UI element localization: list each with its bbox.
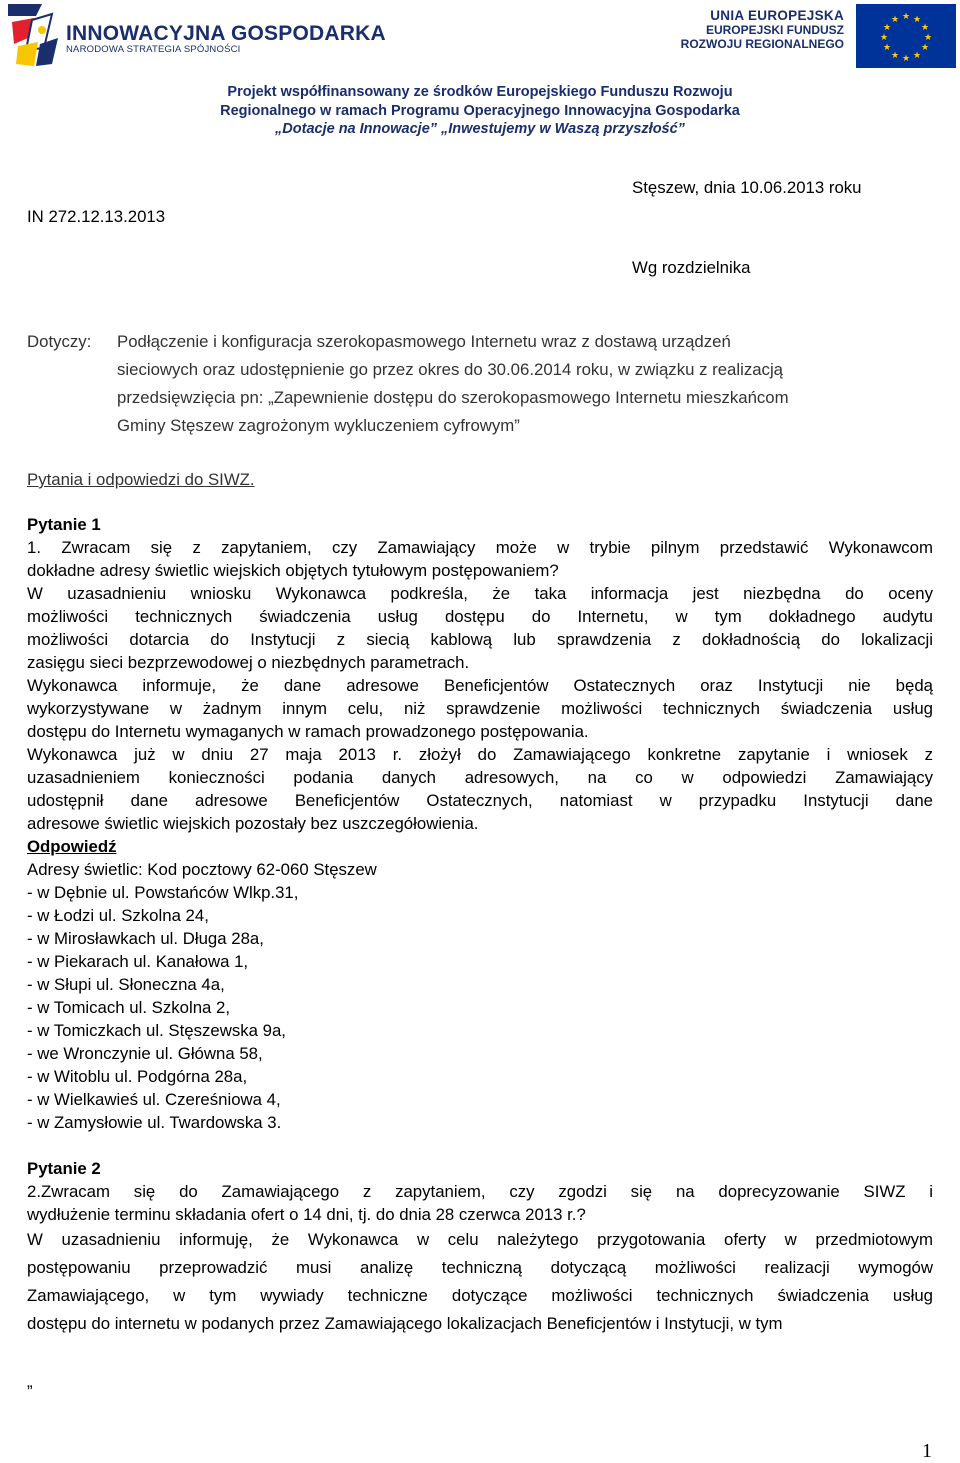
ue-line-3: ROZWOJU REGIONALNEGO <box>680 37 844 51</box>
svg-text:★: ★ <box>901 12 911 22</box>
address-item: - we Wronczynie ul. Główna 58, <box>27 1044 263 1063</box>
question-1-line: adresowe świetlic wiejskich pozostały bez uszczegółowienia. <box>27 814 479 833</box>
answer-1-title: Odpowiedź <box>27 837 117 856</box>
cofinancing-line-2: Regionalnego w ramach Programu Operacyjnego Innowacyjna Gospodarka <box>220 102 740 119</box>
svg-text:★: ★ <box>920 43 930 53</box>
ue-line-1: UNIA EUROPEJSKA <box>710 8 844 23</box>
question-1-line: możliwości technicznych świadczenia usług dostępu do Internetu, w tym dokładnego audytu <box>27 607 933 626</box>
address-item: - w Piekarach ul. Kanałowa 1, <box>27 952 249 971</box>
svg-text:★: ★ <box>890 15 900 25</box>
reference-number: IN 272.12.13.2013 <box>27 207 166 226</box>
address-item: - w Słupi ul. Słoneczna 4a, <box>27 975 225 994</box>
qa-title: Pytania i odpowiedzi do SIWZ. <box>27 470 255 489</box>
eu-flag-icon <box>856 4 956 68</box>
recipient: Wg rozdzielnika <box>632 258 751 277</box>
question-1-line: dostępu do Internetu wymaganych w ramach prowadzonego postępowania. <box>27 722 589 741</box>
cofinancing-line-3: „Dotacje na Innowacje” „Inwestujemy w Waszą przyszłość” <box>275 121 685 137</box>
answer-1-intro: Adresy świetlic: Kod pocztowy 62-060 Stęszew <box>27 860 377 879</box>
address-item: - w Wielkawieś ul. Czereśniowa 4, <box>27 1090 281 1109</box>
subject-line: przedsięwzięcia pn: „Zapewnienie dostępu do szerokopasmowego Internetu mieszkańcom <box>117 388 789 407</box>
question-2-justification-line: postępowaniu przeprowadzić musi analizę techniczną dotyczącą możliwości realizacji wymogów <box>27 1258 933 1277</box>
question-2-line: 2.Zwracam się do Zamawiającego z zapytaniem, czy zgodzi się na doprecyzowanie SIWZ i <box>27 1182 933 1201</box>
question-1-line: Wykonawca informuje, że dane adresowe Beneficjentów Ostatecznych oraz Instytucji nie będą <box>27 676 933 695</box>
svg-text:★: ★ <box>920 23 930 33</box>
trailing-quote-mark: „ <box>27 1372 33 1391</box>
address-item: - w Mirosławkach ul. Długa 28a, <box>27 929 264 948</box>
address-item: - w Tomiczkach ul. Stęszewska 9a, <box>27 1021 286 1040</box>
question-1-title: Pytanie 1 <box>27 515 101 534</box>
svg-text:★: ★ <box>879 33 889 43</box>
question-1-line: uzasadnieniem konieczności podania danych adresowych, na co w odpowiedzi Zamawiający <box>27 768 933 787</box>
question-1-line: wykorzystywane w żadnym innym celu, niż sprawdzenie możliwości technicznych świadczenia usług <box>27 699 933 718</box>
address-item: - w Zamysłowie ul. Twardowska 3. <box>27 1113 282 1132</box>
ue-line-2: EUROPEJSKI FUNDUSZ <box>705 23 844 37</box>
question-2-line: wydłużenie terminu składania ofert o 14 dni, tj. do dnia 28 czerwca 2013 r.? <box>27 1205 586 1224</box>
logo-ig-subtitle: NARODOWA STRATEGIA SPÓJNOŚCI <box>66 44 241 55</box>
cofinancing-note <box>0 83 960 139</box>
logo-ig-title: INNOWACYJNA GOSPODARKA <box>66 22 386 45</box>
question-2-title: Pytanie 2 <box>27 1159 101 1178</box>
cofinancing-line-1: Projekt współfinansowany ze środków Europejskiego Funduszu Rozwoju <box>227 84 733 100</box>
subject-line: Podłączenie i konfiguracja szerokopasmowego Internetu wraz z dostawą urządzeń <box>117 332 731 351</box>
question-1-line: dokładne adresy świetlic wiejskich objętych tytułowym postępowaniem? <box>27 561 559 580</box>
question-1-line: Wykonawca już w dniu 27 maja 2013 r. złożył do Zamawiającego konkretne zapytanie i wniosek z <box>27 745 933 764</box>
address-item: - w Łodzi ul. Szkolna 24, <box>27 906 209 925</box>
question-2-justification-line: W uzasadnieniu informuję, że Wykonawca w celu należytego przygotowania oferty w przedmiotowym <box>27 1230 933 1249</box>
question-1-line: 1. Zwracam się z zapytaniem, czy Zamawiający może w trybie pilnym przedstawić Wykonawcom <box>27 538 933 557</box>
question-1-line: udostępnił dane adresowe Beneficjentów Ostatecznych, natomiast w przypadku Instytucji dane <box>27 791 933 810</box>
question-1-line: możliwości dotarcia do Instytucji z siecią kablową lub sprawdzenia z dokładnością do lokalizacji <box>27 630 933 649</box>
svg-text:★: ★ <box>890 51 900 61</box>
svg-text:★: ★ <box>901 54 911 64</box>
question-1-line: W uzasadnieniu wniosku Wykonawca podkreśla, że taka informacja jest niezbędna do oceny <box>27 584 933 603</box>
svg-text:★: ★ <box>912 51 922 61</box>
ue-logo-text <box>681 8 844 51</box>
innowacyjna-gospodarka-logo-icon <box>8 4 66 68</box>
address-item: - w Witoblu ul. Podgórna 28a, <box>27 1067 248 1086</box>
address-item: - w Dębnie ul. Powstańców Wlkp.31, <box>27 883 299 902</box>
question-2-justification-line: Zamawiającego, w tym wywiady techniczne dotyczące możliwości technicznych świadczenia usług <box>27 1286 933 1305</box>
address-item: - w Tomicach ul. Szkolna 2, <box>27 998 231 1017</box>
page-number: 1 <box>922 1440 932 1462</box>
svg-text:★: ★ <box>882 23 892 33</box>
question-1-line: zasięgu sieci bezprzewodowej o niezbędnych parametrach. <box>27 653 470 672</box>
svg-text:★: ★ <box>882 43 892 53</box>
question-2-justification-line: dostępu do internetu w podanych przez Zamawiającego lokalizacjach Beneficjentów i Instytucji, w tym <box>27 1314 783 1333</box>
subject-line: Gminy Stęszew zagrożonym wykluczeniem cyfrowym” <box>117 416 520 435</box>
svg-text:★: ★ <box>923 33 933 43</box>
subject-label: Dotyczy: <box>27 332 92 351</box>
subject-line: sieciowych oraz udostępnienie go przez okres do 30.06.2014 roku, w związku z realizacją <box>117 360 784 379</box>
place-date: Stęszew, dnia 10.06.2013 roku <box>632 178 862 197</box>
svg-text:★: ★ <box>912 15 922 25</box>
